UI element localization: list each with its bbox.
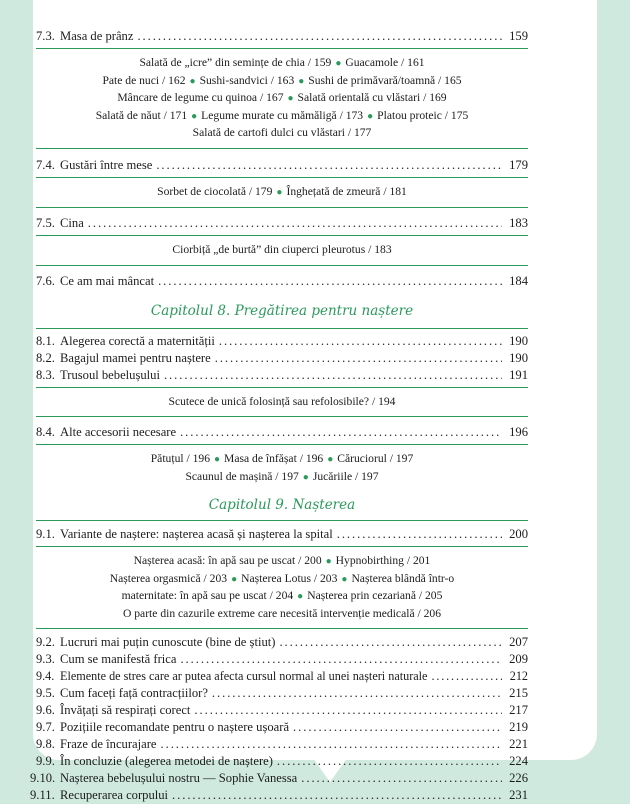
entry-number: 7.4. <box>36 157 55 172</box>
bullet-icon: ● <box>341 573 348 585</box>
bullet-icon: ● <box>191 110 198 122</box>
subentry[interactable]: Mâncare de legume cu quinoa / 167 <box>117 91 284 104</box>
dot-leader <box>164 367 502 384</box>
subentry[interactable]: Salată orientală cu vlăstari / 169 <box>297 91 447 104</box>
dot-leader <box>172 787 502 804</box>
toc-entry-9-9[interactable] <box>36 753 528 770</box>
bullet-icon: ● <box>325 556 332 567</box>
dot-leader <box>161 736 503 753</box>
subentry[interactable]: Pătuțul / 196 <box>150 452 210 465</box>
table-of-contents <box>30 28 528 804</box>
entry-title: Elemente de stres care ar putea afecta cursul normal al unei nașteri naturale <box>60 669 428 683</box>
bullet-icon: ● <box>287 93 294 104</box>
toc-entry-7-4[interactable] <box>36 157 528 174</box>
entry-page: 200 <box>509 527 528 541</box>
subentry[interactable]: Platou proteic / 175 <box>377 108 469 122</box>
entry-page: 207 <box>509 635 528 649</box>
dot-leader <box>212 685 502 702</box>
subentry[interactable]: Ciorbiță „de burtă” din ciuperci pleurotus / 183 <box>172 243 392 256</box>
subentries-7-5 <box>36 242 528 259</box>
entry-number: 9.11. <box>30 788 55 802</box>
dot-leader <box>180 424 502 441</box>
dot-leader <box>293 719 502 736</box>
entry-page: 190 <box>509 350 528 365</box>
entry-page: 191 <box>509 367 528 382</box>
entry-title: Cina <box>60 216 84 230</box>
subentry[interactable]: Hypnobirthing / 201 <box>335 554 431 567</box>
entry-page: 184 <box>509 273 528 288</box>
entry-number: 9.2. <box>36 635 55 649</box>
entry-number: 8.1. <box>36 333 55 348</box>
subentry[interactable]: maternitate: în apă sau pe uscat / 204 <box>121 589 294 602</box>
entry-page: 224 <box>509 754 528 768</box>
entry-page: 159 <box>509 29 528 43</box>
bullet-icon: ● <box>367 110 374 122</box>
toc-entry-9-1[interactable] <box>36 526 528 543</box>
entry-title: Trusoul bebelușului <box>60 367 160 382</box>
toc-entry-9-6[interactable] <box>36 702 528 719</box>
entry-page: 190 <box>509 333 528 348</box>
entry-title: Lucruri mai puțin cunoscute (bine de știut) <box>60 635 276 649</box>
entry-number: 9.4. <box>36 669 55 683</box>
entry-title: Fraze de încurajare <box>60 737 157 751</box>
toc-entry-9-8[interactable] <box>36 736 528 753</box>
entry-number: 9.7. <box>36 720 55 734</box>
entry-title: Pozițiile recomandate pentru o naștere ușoară <box>60 720 290 734</box>
entry-number: 9.5. <box>36 686 55 700</box>
subentry[interactable]: Sushi de primăvară/toamnă / 165 <box>308 73 462 87</box>
entry-number: 7.6. <box>36 273 55 288</box>
entry-page: 209 <box>509 652 528 666</box>
dot-leader <box>279 634 502 651</box>
bullet-icon: ● <box>297 591 304 602</box>
entry-number: 9.9. <box>36 754 55 768</box>
entry-title: Nașterea bebelușului nostru — Sophie Vanessa <box>60 771 298 785</box>
subentry[interactable]: Sorbet de ciocolată / 179 <box>157 184 273 198</box>
subentry[interactable]: Salată de cartofi dulci cu vlăstari / 177 <box>192 126 372 139</box>
dot-leader <box>431 668 502 685</box>
entry-title: Gustări între mese <box>60 157 153 172</box>
subentry[interactable]: Pate de nuci / 162 <box>102 73 186 87</box>
dot-leader <box>277 753 502 770</box>
bullet-icon: ● <box>276 186 283 198</box>
entry-number: 8.2. <box>36 350 55 365</box>
entry-page: 219 <box>509 720 528 734</box>
entry-page: 226 <box>509 771 528 785</box>
toc-entry-8-2[interactable] <box>36 350 528 367</box>
entry-number: 8.3. <box>36 367 55 382</box>
entry-title: Variante de naștere: nașterea acasă și nașterea la spital <box>60 527 333 541</box>
toc-entry-7-5[interactable] <box>36 215 528 232</box>
entry-number: 9.1. <box>36 527 55 541</box>
entry-title: Cum faceți față contracțiilor? <box>60 686 208 700</box>
toc-entry-9-10[interactable] <box>30 770 528 787</box>
bullet-icon: ● <box>214 454 221 465</box>
entry-page: 231 <box>509 788 528 802</box>
dot-leader <box>156 157 502 174</box>
subentry[interactable]: Căruciorul / 197 <box>337 452 414 465</box>
bullet-icon: ● <box>298 75 305 87</box>
toc-entry-9-4[interactable] <box>36 668 528 685</box>
entry-number: 8.4. <box>36 425 55 439</box>
toc-entry-8-4[interactable] <box>36 424 528 441</box>
dot-leader <box>194 702 502 719</box>
entry-title: Cum se manifestă frica <box>60 652 177 666</box>
toc-entry-7-6[interactable] <box>36 273 528 290</box>
dot-leader <box>337 526 502 543</box>
entry-title: Masa de prânz <box>60 29 134 43</box>
subentry[interactable]: Scutece de unică folosință sau refolosibile? / 194 <box>168 394 396 408</box>
subentry[interactable]: Sushi-sandvici / 163 <box>199 73 295 87</box>
bullet-icon: ● <box>302 471 309 483</box>
subentry[interactable]: Nașterea prin cezariană / 205 <box>307 589 443 602</box>
entry-title: Ce am mai mâncat <box>60 273 155 288</box>
dot-leader <box>137 28 502 45</box>
subentry[interactable]: Nașterea Lotus / 203 <box>241 571 338 585</box>
dot-leader <box>215 350 502 367</box>
subentries-9-1 <box>36 553 528 622</box>
dot-leader <box>88 215 502 232</box>
subentry[interactable]: Nașterea blândă într-o <box>351 571 455 585</box>
dot-leader <box>158 273 502 290</box>
entry-title: În concluzie (alegerea metodei de naștere) <box>60 754 273 768</box>
bullet-icon: ● <box>231 573 238 585</box>
toc-entry-8-3[interactable] <box>36 367 528 384</box>
entry-number: 7.3. <box>36 29 55 43</box>
entry-number: 9.6. <box>36 703 55 717</box>
entry-page: 196 <box>509 425 528 439</box>
entry-page: 221 <box>509 737 528 751</box>
entry-page: 183 <box>509 216 528 230</box>
subentries-8-3 <box>36 394 528 411</box>
entry-page: 179 <box>509 157 528 172</box>
subentry[interactable]: Scaunul de mașină / 197 <box>185 469 299 483</box>
dot-leader <box>219 333 502 350</box>
dot-leader <box>180 651 502 668</box>
toc-entry-7-3[interactable] <box>36 28 528 45</box>
chapter-heading-9[interactable]: Capitolul 9. Nașterea <box>208 497 356 513</box>
dot-leader <box>301 770 502 787</box>
toc-entry-9-5[interactable] <box>36 685 528 702</box>
entry-title: Alegerea corectă a maternității <box>60 333 215 348</box>
bullet-icon: ● <box>327 454 334 465</box>
entry-number: 9.8. <box>36 737 55 751</box>
bullet-icon: ● <box>335 58 342 69</box>
subentries-7-4 <box>36 184 528 202</box>
subentries-7-3 <box>36 55 528 142</box>
entry-page: 212 <box>509 669 528 683</box>
chapter-heading-8[interactable]: Capitolul 8. Pregătirea pentru naștere <box>150 302 414 319</box>
toc-entry-9-7[interactable] <box>36 719 528 736</box>
subentry[interactable]: Jucăriile / 197 <box>312 469 379 483</box>
entry-page: 215 <box>509 686 528 700</box>
toc-entry-9-3[interactable] <box>36 651 528 668</box>
entry-title: Alte accesorii necesare <box>60 425 177 439</box>
entry-title: Bagajul mamei pentru naștere <box>60 350 211 365</box>
subentry[interactable]: Nașterea orgasmică / 203 <box>109 571 228 585</box>
entry-title: Învățați să respirați corect <box>60 703 191 717</box>
subentry[interactable]: Înghețată de zmeură / 181 <box>286 184 407 198</box>
subentry[interactable]: Guacamole / 161 <box>345 56 425 69</box>
subentry[interactable]: Nașterea acasă: în apă sau pe uscat / 200 <box>133 554 322 567</box>
entry-number: 7.5. <box>36 216 55 230</box>
subentry[interactable]: Salată de „icre” din semințe de chia / 159 <box>139 56 332 69</box>
toc-entry-9-11[interactable] <box>30 787 528 804</box>
entry-number: 9.10. <box>30 771 56 785</box>
entry-number: 9.3. <box>36 652 55 666</box>
subentry[interactable]: Salată de năut / 171 <box>95 108 188 122</box>
bullet-icon: ● <box>189 75 196 87</box>
subentry[interactable]: Masa de înfășat / 196 <box>224 452 324 465</box>
subentry[interactable]: O parte din cazurile extreme care necesită intervenție medicală / 206 <box>122 606 442 620</box>
subentry[interactable]: Legume murate cu mămăligă / 173 <box>201 108 364 122</box>
toc-entry-9-2[interactable] <box>36 634 528 651</box>
entry-title: Recuperarea corpului <box>60 788 169 802</box>
toc-entry-8-1[interactable] <box>36 333 528 350</box>
entry-page: 217 <box>509 703 528 717</box>
subentries-8-4 <box>36 451 528 486</box>
